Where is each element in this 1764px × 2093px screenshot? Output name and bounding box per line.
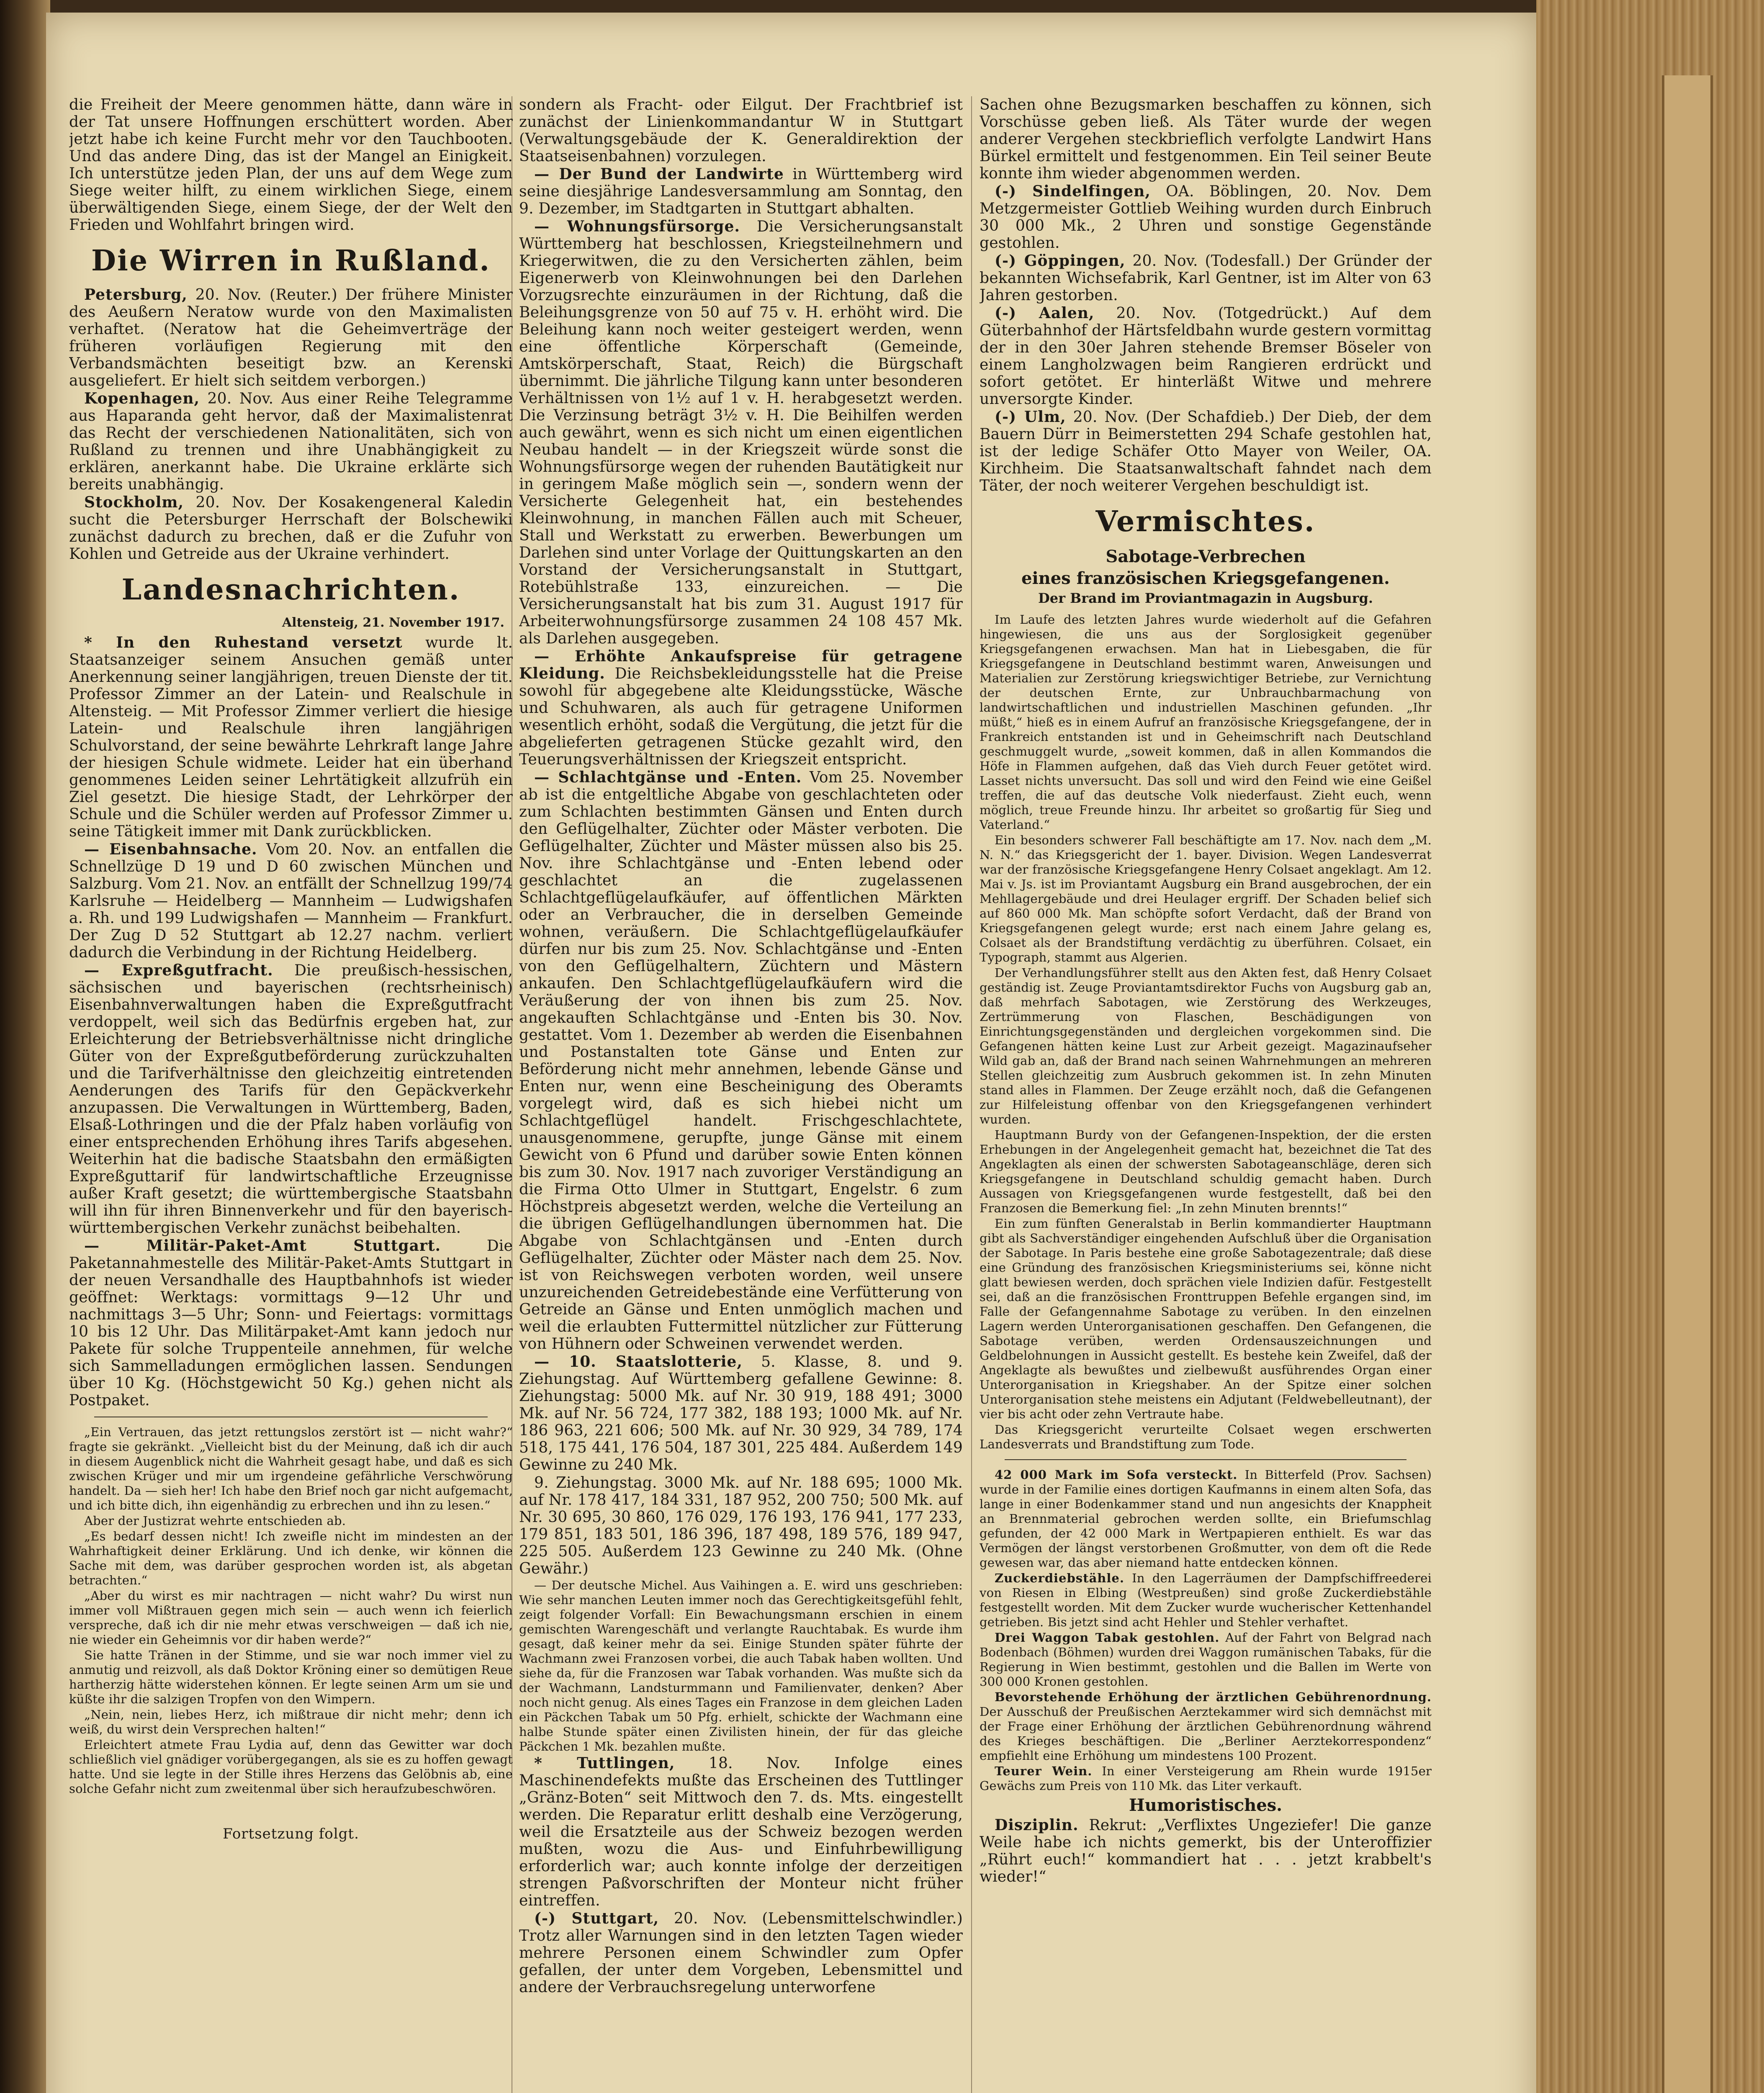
article-paragraph: Im Laufe des letzten Jahres wurde wiederholt auf die Gefahren hingewiesen, die uns aus der Sorglosigkeit gegenüber Kriegsgefangenen erwachsen. Man hat in Liebesgaben, die für Kriegsgefangene in Deutschland bestimmt waren, Anweisungen und Materialien zur Zerstörung kriegswichtiger Betriebe, zur Vernichtung der deutschen Ernte, zur Unbrauchbarmachung von landwirtschaftlichen und industriellen Maschinen gefunden. „Ihr müßt,“ hieß es in einem Aufruf an französische Kriegsgefangene, der in Frankreich entstanden ist und in Geheimschrift nach Deutschland geschmuggelt wurde, „soweit kommen, daß in allen Kommandos die Höfe in Flammen aufgehen, daß das Vieh durch Feuer getötet wird. Lasset nichts unversucht. Das soll und wird den Feind wie eine Geißel treffen, die auf das deutsche Volk niederfaust. Zieht euch, wenn möglich, treue Freunde hinzu. Ihr arbeitet so großartig für Sieg und Vaterland.“ (980, 612, 1432, 832)
news-item (69, 1237, 513, 1409)
news-item (519, 166, 963, 217)
news-item (519, 1474, 963, 1577)
news-text: wurde lt. Staatsanzeiger seinem Ansuchen gemäß unter Anerkennung seiner langjährigen, treuen Dienste der tit. Professor Zimmer an der Latein- und Realschule in Altensteig. — Mit Professor Zimmer verliert die hiesige Latein- und Realschule ihren langjährigen Schulvorstand, der seine bewährte Lehrkraft lange Jahre der hiesigen Schule widmete. Leider hat ein überhand genommenes Leiden seiner Lehrtätigkeit allzufrüh ein Ziel gesetzt. Die hiesige Stadt, der Lehrkörper der Schule und die Schüler werden auf Professor Zimmer u. seine Tätigkeit immer mit Dank zurückblicken. (69, 634, 513, 840)
news-text: 20. Nov. (Der Schafdieb.) Der Dieb, der dem Bauern Dürr in Beimerstetten 294 Schafe gestohlen hat, ist der ledige Schäfer Otto Mayer von Weiler, OA. Kirchheim. Die Staatsanwaltschaft fahndet nach dem Täter, der noch weiterer Vergehen beschuldigt ist. (980, 409, 1432, 494)
news-lead: — 10. Staatslotterie, (534, 1353, 743, 1370)
news-lead: — Schlachtgänse und -Enten. (534, 769, 802, 786)
news-lead: — Erhöhte Ankaufspreise für getragene Kleidung. (519, 648, 963, 682)
news-item (980, 1571, 1432, 1630)
news-item (519, 769, 963, 1352)
news-lead: Bevorstehende Erhöhung der ärztlichen Gebührenordnung. (995, 1690, 1432, 1704)
book-binding-left (0, 0, 50, 2093)
news-item (980, 1764, 1432, 1793)
news-text: 20. Nov. (Todesfall.) Der Gründer der bekannten Wichsefabrik, Karl Gentner, ist im Alter von 63 Jahren gestorben. (980, 252, 1432, 304)
news-lead: Zuckerdiebstähle. (995, 1571, 1124, 1585)
news-text: in Württemberg wird seine diesjährige Landesversammlung am Sonntag, den 9. Dezember, im Stadtgarten in Stuttgart abhalten. (519, 166, 963, 217)
story-paragraph: „Nein, nein, liebes Herz, ich mißtraue dir nicht mehr; denn ich weiß, du wirst dein Versprechen halten!“ (69, 1707, 513, 1736)
news-text: Der Ausschuß der Preußischen Aerztekammer wird sich demnächst mit der Frage einer Erhöhung der ärztlichen Gebührenordnung während des Krieges beschäftigen. Die „Berliner Aerztekorrespondenz“ empfiehlt eine Erhöhung um mindestens 100 Prozent. (980, 1705, 1432, 1763)
news-lead: (-) Stuttgart, (534, 1910, 659, 1927)
news-text: 18. Nov. Infolge eines Maschinendefekts mußte das Erscheinen des Tuttlinger „Gränz-Boten“ seit Mittwoch den 7. ds. Mts. eingestellt werden. Die Reparatur erlitt deshalb eine Verzögerung, weil die Ersatzteile aus der Schweiz bezogen werden mußten, wozu die Aus- und Einfuhrbewilligung erforderlich war; auch konnte infolge der derzeitigen strengen Paßvorschriften der Monteur nicht früher eintreffen. (519, 1755, 963, 1909)
column-rule (971, 96, 972, 2093)
heading-humoristisches: Humoristisches. (1129, 1795, 1283, 1815)
news-lead: Teurer Wein. (995, 1764, 1093, 1778)
story-paragraph: „Ein Vertrauen, das jetzt rettungslos zerstört ist — nicht wahr?“ fragte sie gekränkt. „Vielleicht bist du der Meinung, daß ich dir auch in diesem Augenblick nicht die Wahrheit gesagt habe, und daß es sich zwischen Krüger und mir um irgendeine gefährliche Verschwörung handelt. Da — sieh her! Ich habe den Brief noch gar nicht aufgemacht, und ich bitte dich, ihn eigenhändig zu erbrechen und ihn zu lesen.“ (69, 1425, 513, 1512)
news-text: Auf der Fahrt von Belgrad nach Bodenbach (Böhmen) wurden drei Waggon rumänischen Tabaks, für die Regierung in Wien bestimmt, gestohlen und die Ballen im Werte von 300 000 Kronen gestohlen. (980, 1630, 1432, 1689)
news-item (519, 218, 963, 647)
continuation-note: Fortsetzung folgt. (223, 1826, 359, 1842)
subheading-prisoner: eines französischen Kriegsgefangenen. (1021, 568, 1390, 588)
news-lead: Disziplin. (995, 1816, 1079, 1834)
article-paragraph: Ein besonders schwerer Fall beschäftigte am 17. Nov. nach dem „M. N. N.“ das Kriegsgericht der 1. bayer. Division. Wegen Landesverrat war der französische Kriegsgefangene Henry Colsaet angeklagt. Am 12. Mai v. Js. ist im Proviantamt Augsburg ein Brand ausgebrochen, der ein Mehllagergebäude und drei Heulager ergriff. Der Schaden belief sich auf 860 000 Mk. Man schöpfte sofort Verdacht, daß der Brand von Kriegsgefangenen gelegt wurde; erst nach einem Jahre gelang es, Colsaet als der Brandstiftung verdächtig zu überführen. Colsaet, ein Typograph, stammt aus Algerien. (980, 833, 1432, 964)
news-item (980, 1690, 1432, 1763)
news-lead: — Eisenbahnsache. (84, 841, 257, 858)
news-item (519, 1353, 963, 1473)
story-paragraph: Sie hatte Tränen in der Stimme, und sie war noch immer viel zu anmutig und reizvoll, als daß Doktor Kröning einer so demütigen Reue hartherzig hätte widerstehen können. Er legte seinen Arm um sie und küßte ihr die salzigen Tropfen von den Wimpern. (69, 1648, 513, 1706)
news-text: Rekrut: „Verflixtes Ungeziefer! Die ganze Weile habe ich nichts gemerkt, bis der Unteroffizier „Rührt euch!“ kommandiert hat . . . jetzt krabbelt's wieder!“ (980, 1817, 1432, 1885)
news-text: Die Versicherungsanstalt Württemberg hat beschlossen, Kriegsteilnehmern und Kriegerwitwen, die zu den Versicherten zählen, beim Eigenerwerb von Kleinwohnungen bei den Darlehen Vorzugsrechte einzuräumen in der Richtung, daß die Beleihungsgrenze von 50 auf 75 v. H. erhöht wird. Die Beleihung kann noch weiter gesteigert werden, wenn eine öffentliche Körperschaft (Gemeinde, Amtskörperschaft, Staat, Reich) die Bürgschaft übernimmt. Die jährliche Tilgung kann unter besonderen Verhältnissen von 1½ auf 1 v. H. herabgesetzt werden. Die Verzinsung beträgt 3½ v. H. Die Beihilfen werden auch gewährt, wenn es sich nicht um einen eigentlichen Neubau handelt — in der Kriegszeit würde sonst die Wohnungsfürsorge wegen der ruhenden Bautätigkeit nur in geringem Maße möglich sein —, sondern wenn der Versicherte Gelegenheit hat, ein bestehendes Kleinwohnung, in manchen Fällen auch mit Scheuer, Stall und Werkstatt zu erwerben. Bewerbungen um Darlehen sind unter Vorlage der Quittungskarten an den Vorstand der Versicherungsanstalt in Stuttgart, Rotebühlstraße 133, einzureichen. — Die Versicherungsanstalt hat bis zum 31. August 1917 für Arbeiterwohnungsfürsorge zusammen 24 108 457 Mk. als Darlehen ausgegeben. (519, 218, 963, 647)
column-1 (69, 96, 513, 2093)
news-item (69, 841, 513, 961)
news-item (69, 494, 513, 563)
news-item (69, 390, 513, 493)
news-lead: Stockholm, (84, 494, 184, 511)
column-1-intro: die Freiheit der Meere genommen hätte, dann wäre in der Tat unsere Hoffnungen erschüttert worden. Aber jetzt habe ich keine Furcht mehr vor den Tauchbooten. Und das andere Ding, das ist der Mangel an Einigkeit. Ich unterstütze jeden Plan, der uns auf dem Wege zum Siege weiter hilft, zu einem wirklichen Siege, einem überwältigenden Siege, einem Siege, der der Welt den Frieden und Wohlfahrt bringen wird. (69, 96, 513, 234)
story-paragraph: Aber der Justizrat wehrte entschieden ab. (84, 1514, 346, 1528)
news-lead: 42 000 Mark im Sofa versteckt. (995, 1468, 1238, 1482)
news-item (519, 1755, 963, 1909)
news-text: OA. Böblingen, 20. Nov. Dem Metzgermeister Gottlieb Weihing wurden durch Einbruch 30 000 Mk., 2 Uhren und sonstige Gegenstände gestohlen. (980, 183, 1432, 252)
news-text: Die preußisch-hessischen, sächsischen und bayerischen (rechtsrheinisch) Eisenbahnverwaltungen haben die Expreßgutfracht verdoppelt, weil sich das Bedürfnis ergeben hat, zur Erleichterung der Betriebsverhältnisse nicht dringliche Güter von der Expreßgutbeförderung zurückzuhalten und die Tarifverhältnisse den gleichzeitig eintretenden Aenderungen des Tarifs für den Gepäckverkehr anzupassen. Die Verwaltungen in Württemberg, Baden, Elsaß-Lothringen und die der Pfalz haben vorläufig von einer entsprechenden Erhöhung ihres Tarifs abgesehen. Weiterhin hat die badische Staatsbahn den ermäßigten Expreßguttarif für landwirtschaftliche Erzeugnisse außer Kraft gesetzt; die württembergische Staatsbahn will ihn für ihren Binnenverkehr und für den bayerisch-württembergischen Verkehr zunächst beibehalten. (69, 962, 513, 1237)
news-item (980, 1630, 1432, 1689)
news-lead: — Expreßgutfracht. (84, 962, 273, 979)
article-paragraph: Ein zum fünften Generalstab in Berlin kommandierter Hauptmann gibt als Sachverständiger eingehenden Aufschluß über die Organisation der Sabotage. In Paris bestehe eine große Sabotagezentrale; daß diese eine Gründung des französischen Kriegsministeriums sei, könne nicht glatt bewiesen werden, doch sprächen viele Indizien dafür. Festgestellt sei, daß an die französischen Fronttruppen Befehle ergangen sind, im Falle der Gefangennahme Sabotage zu verüben. In den einzelnen Lagern werden Unterorganisationen geschaffen. Den Gefangenen, die Sabotage verüben, werden Ordensauszeichnungen und Geldbelohnungen in Aussicht gestellt. Es bestehe kein Zweifel, daß der Angeklagte als bewußtes und zielbewußt ausführendes Organ einer Unterorganisation in Kriegshaber. An der Spitze einer solchen Unterorganisation stehe meistens ein Adjutant (Feldwebelleutnant), der vier bis acht oder zehn Vertraute habe. (980, 1216, 1432, 1421)
news-text: In einer Versteigerung am Rhein wurde 1915er Gewächs zum Preis von 110 Mk. das Liter verkauft. (980, 1764, 1432, 1793)
news-lead: * Tuttlingen, (534, 1754, 675, 1772)
column-2 (519, 96, 963, 2093)
news-item (980, 409, 1432, 494)
news-text: 5. Klasse, 8. und 9. Ziehungstag. Auf Württemberg gefallene Gewinne: 8. Ziehungstag: 5000 Mk. auf Nr. 30 919, 188 491; 3000 Mk. auf Nr. 56 724, 177 382, 188 193; 1000 Mk. auf Nr. 186 963, 221 606; 500 Mk. auf Nr. 30 929, 34 789, 174 518, 175 441, 176 504, 187 301, 225 484. Außerdem 149 Gewinne zu 240 Mk. (519, 1353, 963, 1473)
news-item (69, 634, 513, 840)
news-text: In Bitterfeld (Prov. Sachsen) wurde in der Familie eines dortigen Kaufmanns in einem alten Sofa, das lange in einer Bodenkammer stand und nun angesichts der Knappheit an Brennmaterial gebrochen werden sollte, ein Briefumschlag gefunden, der 42 000 Mark in Wertpapieren enthielt. Es war das Vermögen der längst verstorbenen Großmutter, von dem oft die Rede gewesen war, das aber niemand hatte entdecken können. (980, 1468, 1432, 1570)
heading-landesnachrichten: Landesnachrichten. (121, 573, 460, 607)
news-item (980, 1468, 1432, 1570)
news-item-michel: — Der deutsche Michel. Aus Vaihingen a. E. wird uns geschrieben: Wie sehr manchen Leuten immer noch das Gerechtigkeitsgefühl fehlt, zeigt folgender Vorfall: Ein Bewachungsmann erschien in einem gemischten Warengeschäft und verlangte Rauchtabak. Es wurde ihm gesagt, daß keiner mehr da sei. Einige Stunden später führte der Wachmann zwei Franzosen vorbei, die auch Tabak haben wollten. Und siehe da, für die Franzosen war Tabak vorhanden. Was mußte sich da der Wachmann, Landsturmmann und Familienvater, denken? Aber noch nicht genug. Als eines Tages ein Franzose in dem gleichen Laden ein Päckchen Tabak um 50 Pfg. erhielt, schickte der Wachmann eine halbe Stunde später einen Zivilisten hinein, der für das gleiche Päckchen 1 Mk. bezahlen mußte. (519, 1578, 963, 1754)
column-3 (980, 96, 1432, 2093)
news-text: 20. Nov. Der Kosakengeneral Kaledin sucht die Petersburger Herrschaft der Bolschewiki zunächst dadurch zu brechen, daß er die Zufuhr von Kohlen und Getreide aus der Ukraine verhindert. (69, 494, 513, 563)
news-text: 20. Nov. Aus einer Reihe Telegramme aus Haparanda geht hervor, daß der Maximalistenrat das Recht der verschiedenen Nationalitäten, sich von Rußland zu trennen und ihre Unabhängigkeit zu erklären, anerkannt habe. Die Ukraine erklärte sich bereits unabhängig. (69, 390, 513, 493)
news-lead: (-) Göppingen, (995, 252, 1126, 270)
news-lead: Drei Waggon Tabak gestohlen. (995, 1630, 1220, 1645)
news-text: 9. Ziehungstag. 3000 Mk. auf Nr. 188 695; 1000 Mk. auf Nr. 178 417, 184 331, 187 952, 200 750; 500 Mk. auf Nr. 30 695, 30 860, 176 029, 176 193, 176 941, 177 233, 179 851, 183 501, 186 396, 187 498, 189 576, 189 947, 225 505. Außerdem 123 Gewinne zu 240 Mk. (Ohne Gewähr.) (519, 1474, 963, 1577)
news-lead: — Der Bund der Landwirte (534, 165, 784, 183)
subheading-fire: Der Brand im Proviantmagazin in Augsburg. (1038, 590, 1373, 606)
news-text: Vom 25. November ab ist die entgeltliche Abgabe von geschlachteten oder zum Schlachten bestimmten Gänsen und Enten durch den Geflügelhalter, Züchter oder Mäster verboten. Die Geflügelhalter, Züchter und Mäster müssen also bis 25. Nov. ihre Schlachtgänse und -Enten lebend oder geschlachtet an die zugelassenen Schlachtgeflügelaufkäufer, auf öffentlichen Märkten oder an Verbraucher, die in derselben Gemeinde wohnen, veräußern. Die Schlachtgeflügelaufkäufer dürfen nur bis zum 25. Nov. Schlachtgänse und -Enten von den Geflügelhaltern, Züchtern und Mästern ankaufen. Den Schlachtgeflügelaufkäufern wird die Veräußerung der von ihnen bis zum 25. Nov. angekauften Schlachtgänse und -Enten bis 30. Nov. gestattet. Vom 1. Dezember ab werden die Eisenbahnen und Postanstalten tote Gänse und Enten zur Beförderung nicht mehr annehmen, lebende Gänse und Enten nur, wenn eine Bescheinigung des Oberamts vorgelegt wird, daß es sich hiebei nicht um Schlachtgeflügel handelt. Frischgeschlachtete, unausgenommene, gerupfte, junge Gänse mit einem Gewicht von 6 Pfund und darüber sowie Enten können bis zum 30. Nov. 1917 nach zuvoriger Verständigung an die Firma Otto Ulmer in Stuttgart, Engelstr. 6 zum Höchstpreis abgesetzt werden, welche die Verteilung an die übrigen Geflügelhandlungen übernommen hat. Die Abgabe von Schlachtgänsen und -Enten durch Geflügelhalter, Züchter oder Mäster nach dem 25. Nov. ist von Reichswegen verboten worden, weil unsere unzureichenden Getreidebestände eine Verfütterung von Getreide an Gänse und Enten unmöglich machen und weil die erlaubten Futtermittel nützlicher zur Fütterung von Hühnern oder Schweinen verwendet werden. (519, 769, 963, 1352)
news-item (519, 1910, 963, 1996)
section-divider (1005, 1459, 1407, 1460)
news-text: Die Reichsbekleidungsstelle hat die Preise sowohl für abgegebene alte Kleidungsstücke, Wäsche und Schuhwaren, als auch für getragene Uniformen wesentlich erhöht, sodaß die Vergütung, die jetzt für die abgelieferten getragenen Stücke gezahlt wird, den Teuerungsverhältnissen der Kriegszeit entspricht. (519, 665, 963, 768)
story-paragraph: „Aber du wirst es mir nachtragen — nicht wahr? Du wirst nun immer voll Mißtrauen gegen mich sein — auch wenn ich feierlich verspreche, daß ich dir nie mehr etwas verschweigen — daß ich nie, nie wieder ein Geheimnis vor dir haben werde?“ (69, 1589, 513, 1647)
subheading-sabotage: Sabotage-Verbrechen (1106, 547, 1306, 566)
news-lead: * In den Ruhestand versetzt (84, 634, 403, 651)
news-lead: (-) Sindelfingen, (995, 183, 1151, 200)
news-lead: Kopenhagen, (84, 390, 200, 407)
heading-russland: Die Wirren in Rußland. (91, 244, 491, 278)
news-text: 20. Nov. (Reuter.) Der frühere Minister des Aeußern Neratow wurde von den Maximalisten verhaftet. (Neratow hat die Geheimverträge der früheren vorläufigen Regierung mit den Verbandsmächten beseitigt bzw. an Kerenski ausgeliefert. Er hielt sich seitdem verborgen.) (69, 286, 513, 389)
news-lead: Petersburg, (84, 286, 188, 303)
news-item (69, 286, 513, 389)
news-text: Vom 20. Nov. an entfallen die Schnellzüge D 19 und D 60 zwischen München und Salzburg. Vom 21. Nov. an entfällt der Schnellzug 199/74 Karlsruhe — Heidelberg — Mannheim — Ludwigshafen a. Rh. und 199 Ludwigshafen — Mannheim — Frankfurt. Der Zug D 52 Stuttgart ab 12.27 nachm. verliert dadurch die Verbindung in der Richtung Heidelberg. (69, 841, 513, 961)
story-paragraph: Erleichtert atmete Frau Lydia auf, denn das Gewitter war doch schließlich viel gnädiger vorübergegangen, als sie es zu hoffen gewagt hatte. Und sie legte in der Stille ihres Herzens das Gelöbnis ab, eine solche Gefahr nicht zum zweitenmal über sich heraufzubeschwören. (69, 1738, 513, 1796)
news-text: Die Paketannahmestelle des Militär-Paket-Amts Stuttgart in der neuen Versandhalle des Hauptbahnhofs ist wieder geöffnet: Werktags: vormittags 9—12 Uhr und nachmittags 3—5 Uhr; Sonn- und Feiertags: vormittags 10 bis 12 Uhr. Das Militärpaket-Amt kann jedoch nur Pakete für solche Truppenteile annehmen, für welche sich Sammelladungen ermöglichen lassen. Sendungen über 10 Kg. (Höchstgewicht 50 Kg.) gehen nicht als Postpaket. (69, 1237, 513, 1409)
article-paragraph: Der Verhandlungsführer stellt aus den Akten fest, daß Henry Colsaet geständig ist. Zeuge Proviantamtsdirektor Fuchs von Augsburg gab an, daß mehrfach Sabotagen, wie Zerstörung des Werkzeuges, Zertrümmerung von Flaschen, Beschädigungen von Einrichtungsgegenständen und dergleichen vorgekommen sind. Die Gefangenen hätten keine Lust zur Arbeit gezeigt. Magazinaufseher Wild gab an, daß der Brand nach seinen Wahrnehmungen an mehreren Stellen gleichzeitig zum Ausbruch gekommen ist. In zehn Minuten stand alles in Flammen. Der Zeuge erzählt noch, daß die Gefangenen zur Hilfeleistung offenbar von den Kriegsgefangenen verhindert wurden. (980, 966, 1432, 1126)
news-lead: (-) Ulm, (995, 408, 1066, 426)
news-text: 20. Nov. (Lebensmittelschwindler.) Trotz aller Warnungen sind in den letzten Tagen wieder mehrere Personen einem Schwindler zum Opfer gefallen, der unter dem Vorgeben, Lebensmittel und andere der Verbrauchsregelung unterworfene (519, 1910, 963, 1996)
news-item (980, 252, 1432, 304)
news-item (980, 183, 1432, 252)
heading-vermischtes: Vermischtes. (1095, 505, 1316, 538)
dateline: Altensteig, 21. November 1917. (282, 615, 504, 630)
news-lead: — Wohnungsfürsorge. (534, 218, 740, 235)
story-paragraph: „Es bedarf dessen nicht! Ich zweifle nicht im mindesten an der Wahrhaftigkeit deiner Erklärung. Und ich denke, wir können die Sache mit dem, was darüber gesprochen worden ist, als abgetan betrachten.“ (69, 1529, 513, 1587)
column-3-intro: Sachen ohne Bezugsmarken beschaffen zu können, sich Vorschüsse geben ließ. Als Täter wurde der wegen anderer Vergehen steckbrieflich verfolgte Landwirt Hans Bürkel ermittelt und festgenommen. Ein Teil seiner Beute konnte ihm wieder abgenommen werden. (980, 96, 1432, 182)
news-item (69, 962, 513, 1237)
news-item (519, 648, 963, 768)
news-item (980, 1817, 1432, 1885)
news-item (980, 305, 1432, 408)
news-text: 20. Nov. (Totgedrückt.) Auf dem Güterbahnhof der Härtsfeldbahn wurde gestern vormittag der in den 30er Jahren stehende Bremser Böseler von einem Langholzwagen beim Rangieren erdrückt und sofort getötet. Er hinterläßt Witwe und mehrere unversorgte Kinder. (980, 305, 1432, 408)
news-lead: (-) Aalen, (995, 304, 1095, 322)
news-lead: — Militär-Paket-Amt Stuttgart. (84, 1237, 441, 1255)
article-paragraph: Hauptmann Burdy von der Gefangenen-Inspektion, der die ersten Erhebungen in der Angelegenheit gemacht hat, bezeichnet die Tat des Angeklagten als einen der schwersten Sabotageanschläge, deren sich Kriegsgefangene in Deutschland schuldig gemacht haben. Durch Aussagen von Kriegsgefangenen wurde festgestellt, daß bei den Franzosen die Bemerkung fiel: „In zehn Minuten brennts!“ (980, 1128, 1432, 1215)
book-edge-right (1536, 0, 1764, 2093)
article-paragraph: Das Kriegsgericht verurteilte Colsaet wegen erschwerten Landesverrats und Brandstiftung zum Tode. (980, 1422, 1432, 1451)
news-text: In den Lagerräumen der Dampfschiffreederei von Riesen in Elbing (Westpreußen) sind große Zuckerdiebstähle festgestellt worden. Mit dem Zucker wurde wucherischer Kettenhandel getrieben. Bis jetzt sind acht Hehler und Stehler verhaftet. (980, 1571, 1432, 1629)
column-2-intro: sondern als Fracht- oder Eilgut. Der Frachtbrief ist zunächst der Linienkommandantur W in Stuttgart (Verwaltungsgebäude der K. Generaldirektion der Staatseisenbahnen) vorzulegen. (519, 96, 963, 165)
